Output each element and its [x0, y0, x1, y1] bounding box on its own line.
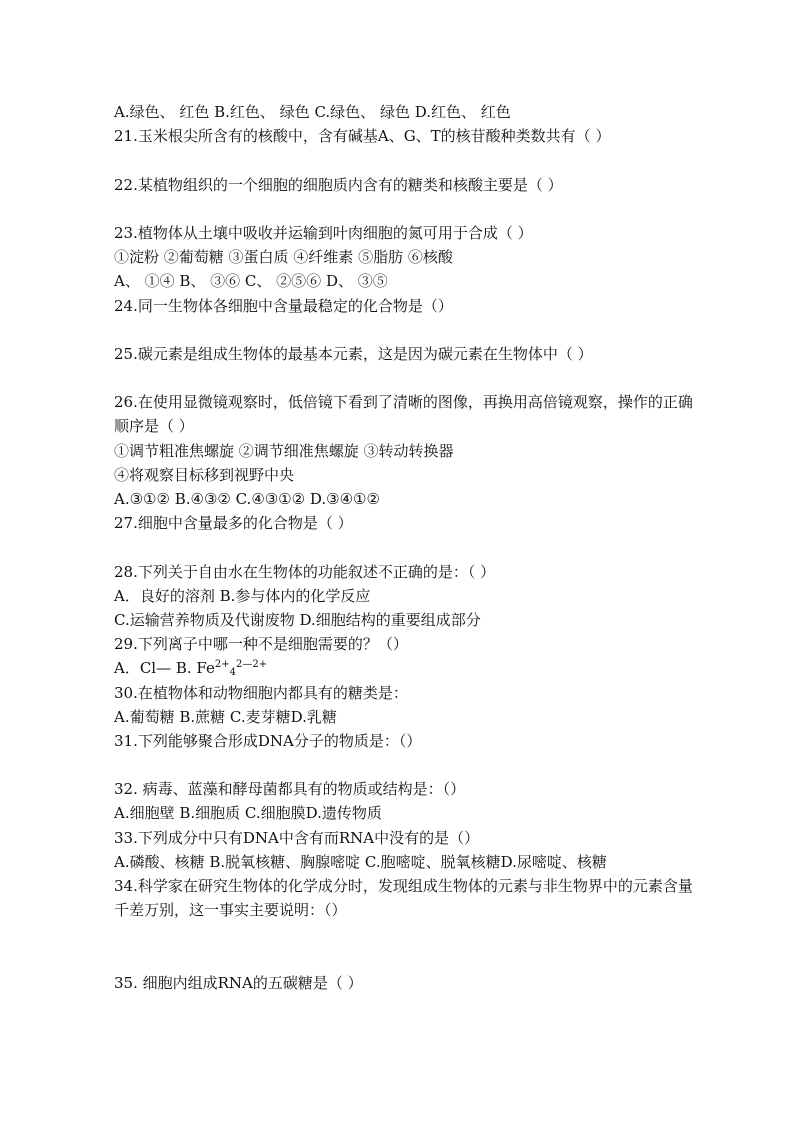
blank-line [114, 148, 694, 172]
question-line: 22.某植物组织的一个细胞的细胞质内含有的糖类和核酸主要是（ ） [114, 175, 563, 194]
question-line: 27.细胞中含量最多的化合物是（ ） [114, 514, 353, 533]
question-line: 26.在使用显微镜观察时，低倍镜下看到了清晰的图像，再换用高倍镜观察，操作的正确顺序是（ ） [114, 393, 693, 436]
question-line: 33.下列成分中只有DNA中含有而RNA中没有的是（） [114, 828, 480, 847]
question-line: 21.玉米根尖所含有的核酸中，含有碱基A、G、T的核苷酸种类数共有（ ） [114, 127, 611, 146]
answer-options-line: A.细胞壁 B.细胞质 C.细胞膜D.遗传物质 [114, 804, 382, 823]
answer-options-line: A.③①② B.④③② C.④③①② D.③④①② [114, 490, 380, 509]
blank-line [114, 366, 694, 390]
answer-options-line: A.葡萄糖 B.蔗糖 C.麦芽糖D.乳糖 [114, 707, 337, 726]
question-line: 30.在植物体和动物细胞内都具有的糖类是： [114, 683, 408, 702]
blank-line [114, 197, 694, 221]
question-line: 34.科学家在研究生物体的化学成分时，发现组成生物体的元素与非生物界中的元素含量千差万别，这一事实主要说明：（） [114, 877, 693, 920]
question-line: 31.下列能够聚合形成DNA分子的物质是：（） [114, 731, 422, 750]
question-line: 32. 病毒、蓝藻和酵母菌都具有的物质或结构是：（） [114, 780, 466, 799]
answer-options-line: ①调节粗准焦螺旋 ②调节细准焦螺旋 ③转动转换器 [114, 441, 454, 460]
question-line: 29.下列离子中哪一种不是细胞需要的？（） [114, 635, 408, 654]
answer-options-line: A.磷酸、核糖 B.脱氧核糖、胸腺嘧啶 C.胞嘧啶、脱氧核糖D.尿嘧啶、核糖 [114, 852, 607, 871]
subscript: 4 [229, 667, 237, 679]
answer-options-line [114, 656, 694, 680]
answer-options-line: ①淀粉 ②葡萄糖 ③蛋白质 ④纤维素 ⑤脂肪 ⑥核酸 [114, 248, 453, 267]
question-line: 35. 细胞内组成RNA的五碳糖是（ ） [114, 973, 363, 992]
question-line: 28.下列关于自由水在生物体的功能叙述不正确的是：（ ） [114, 562, 496, 581]
answer-options-line: A.绿色、 红色 B.红色、 绿色 C.绿色、 绿色 D.红色、 红色 [114, 103, 511, 121]
blank-line [114, 753, 694, 777]
question-line: 23.植物体从土壤中吸收并运输到叶肉细胞的氮可用于合成（ ） [114, 223, 533, 242]
superscript: 2—2+ [236, 659, 268, 671]
question-line: 24.同一生物体各细胞中含量最稳定的化合物是（） [114, 296, 453, 315]
question-list [114, 100, 694, 995]
question-line: 25.碳元素是组成生物体的最基本元素，这是因为碳元素在生物体中（ ） [114, 344, 593, 363]
answer-options-line: ④将观察目标移到视野中央 [114, 465, 295, 484]
option-text: A．Cl— B. Fe [114, 659, 215, 678]
answer-options-line: C.运输营养物质及代谢废物 D.细胞结构的重要组成部分 [114, 610, 481, 629]
answer-options-line: A．良好的溶剂 B.参与体内的化学反应 [114, 586, 371, 605]
answer-options-line: A、 ①④ B、 ③⑥ C、 ②⑤⑥ D、 ③⑤ [114, 272, 388, 291]
superscript: 2+ [214, 659, 230, 671]
blank-line [114, 535, 694, 559]
blank-line [114, 318, 694, 342]
blank-line [114, 922, 694, 970]
